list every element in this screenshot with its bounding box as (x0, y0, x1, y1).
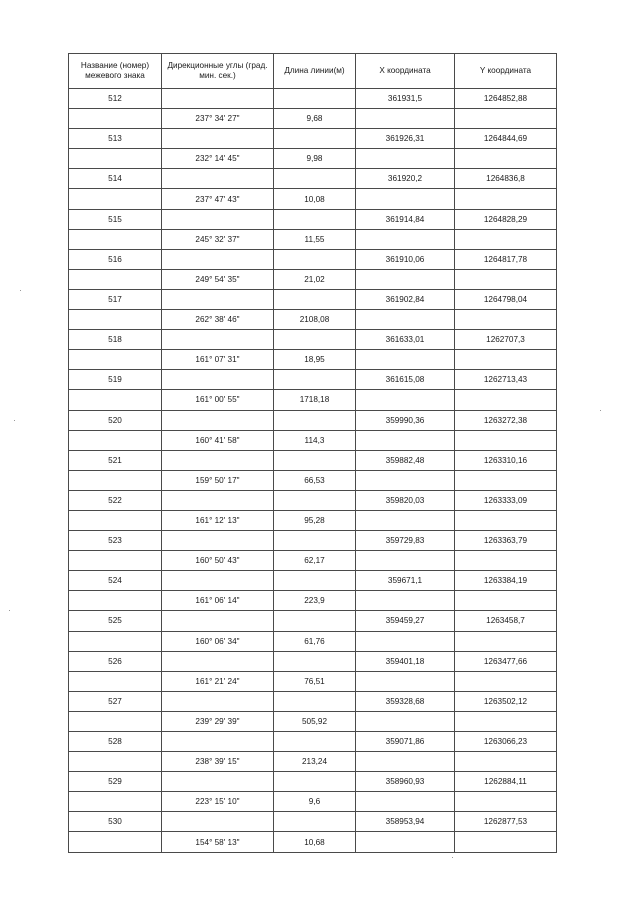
y-coordinate-cell: 1264844,69 (455, 129, 557, 149)
table-row (69, 611, 557, 631)
boundary-mark-cell: 516 (69, 249, 162, 269)
line-length-cell: 9,6 (274, 792, 356, 812)
y-coordinate-cell: 1263502,12 (455, 691, 557, 711)
y-coordinate-cell (455, 711, 557, 731)
line-length-cell: 2108,08 (274, 310, 356, 330)
boundary-mark-cell (69, 109, 162, 129)
direction-angle-cell: 160° 41' 58" (162, 430, 274, 450)
table-row (69, 410, 557, 430)
y-coordinate-cell (455, 390, 557, 410)
direction-angle-cell (162, 370, 274, 390)
boundary-mark-cell (69, 229, 162, 249)
table-row (69, 249, 557, 269)
y-coordinate-cell: 1263477,66 (455, 651, 557, 671)
boundary-mark-cell (69, 832, 162, 852)
line-length-cell: 66,53 (274, 470, 356, 490)
table-row (69, 651, 557, 671)
direction-angle-cell (162, 732, 274, 752)
y-coordinate-cell: 1263272,38 (455, 410, 557, 430)
x-coordinate-cell (356, 832, 455, 852)
line-length-cell: 505,92 (274, 711, 356, 731)
line-length-cell (274, 531, 356, 551)
line-length-cell: 223,9 (274, 591, 356, 611)
line-length-cell: 1718,18 (274, 390, 356, 410)
x-coordinate-cell (356, 310, 455, 330)
y-coordinate-cell (455, 350, 557, 370)
x-coordinate-cell (356, 350, 455, 370)
header-y-coordinate: Y координата (455, 54, 557, 89)
x-coordinate-cell: 361914,84 (356, 209, 455, 229)
boundary-mark-cell (69, 189, 162, 209)
x-coordinate-cell: 359401,18 (356, 651, 455, 671)
boundary-mark-cell: 518 (69, 330, 162, 350)
line-length-cell: 10,68 (274, 832, 356, 852)
boundary-mark-cell: 530 (69, 812, 162, 832)
x-coordinate-cell (356, 752, 455, 772)
table-row (69, 209, 557, 229)
table-row (69, 631, 557, 651)
header-direction-angle: Дирекционные углы (град. мин. сек.) (162, 54, 274, 89)
x-coordinate-cell: 359459,27 (356, 611, 455, 631)
table-row (69, 732, 557, 752)
direction-angle-cell (162, 330, 274, 350)
x-coordinate-cell (356, 229, 455, 249)
x-coordinate-cell (356, 470, 455, 490)
x-coordinate-cell (356, 430, 455, 450)
x-coordinate-cell: 358960,93 (356, 772, 455, 792)
x-coordinate-cell: 359820,03 (356, 490, 455, 510)
table-row (69, 772, 557, 792)
table-row (69, 350, 557, 370)
table-row (69, 189, 557, 209)
table-row (69, 229, 557, 249)
direction-angle-cell: 161° 12' 13" (162, 510, 274, 530)
direction-angle-cell: 237° 47' 43" (162, 189, 274, 209)
x-coordinate-cell (356, 189, 455, 209)
y-coordinate-cell: 1263458,7 (455, 611, 557, 631)
table-body (69, 89, 557, 853)
direction-angle-cell: 160° 06' 34" (162, 631, 274, 651)
y-coordinate-cell: 1262884,11 (455, 772, 557, 792)
table-row (69, 591, 557, 611)
table-row (69, 370, 557, 390)
direction-angle-cell: 232° 14' 45" (162, 149, 274, 169)
table-row (69, 330, 557, 350)
boundary-mark-cell: 517 (69, 289, 162, 309)
direction-angle-cell: 237° 34' 27" (162, 109, 274, 129)
table-row (69, 310, 557, 330)
line-length-cell (274, 571, 356, 591)
line-length-cell (274, 89, 356, 109)
boundary-mark-cell: 528 (69, 732, 162, 752)
boundary-coordinates-table (68, 53, 557, 853)
y-coordinate-cell: 1264828,29 (455, 209, 557, 229)
y-coordinate-cell (455, 269, 557, 289)
table-row (69, 89, 557, 109)
x-coordinate-cell (356, 149, 455, 169)
boundary-mark-cell (69, 711, 162, 731)
y-coordinate-cell: 1262713,43 (455, 370, 557, 390)
y-coordinate-cell: 1263384,19 (455, 571, 557, 591)
boundary-mark-cell: 520 (69, 410, 162, 430)
line-length-cell (274, 772, 356, 792)
boundary-mark-cell (69, 390, 162, 410)
x-coordinate-cell (356, 269, 455, 289)
table-row (69, 711, 557, 731)
boundary-mark-cell: 525 (69, 611, 162, 631)
x-coordinate-cell: 361931,5 (356, 89, 455, 109)
y-coordinate-cell: 1263363,79 (455, 531, 557, 551)
x-coordinate-cell: 361920,2 (356, 169, 455, 189)
table-row (69, 149, 557, 169)
line-length-cell (274, 732, 356, 752)
x-coordinate-cell: 358953,94 (356, 812, 455, 832)
direction-angle-cell (162, 691, 274, 711)
x-coordinate-cell: 361910,06 (356, 249, 455, 269)
direction-angle-cell (162, 129, 274, 149)
line-length-cell: 9,68 (274, 109, 356, 129)
table-row (69, 531, 557, 551)
y-coordinate-cell (455, 430, 557, 450)
boundary-mark-cell (69, 430, 162, 450)
line-length-cell: 62,17 (274, 551, 356, 571)
line-length-cell: 61,76 (274, 631, 356, 651)
table-row (69, 109, 557, 129)
y-coordinate-cell: 1262707,3 (455, 330, 557, 350)
line-length-cell (274, 691, 356, 711)
y-coordinate-cell: 1262877,53 (455, 812, 557, 832)
x-coordinate-cell (356, 551, 455, 571)
direction-angle-cell: 238° 39' 15" (162, 752, 274, 772)
line-length-cell (274, 651, 356, 671)
table-row (69, 269, 557, 289)
line-length-cell (274, 410, 356, 430)
table-row (69, 169, 557, 189)
boundary-mark-cell (69, 671, 162, 691)
boundary-mark-cell: 523 (69, 531, 162, 551)
y-coordinate-cell (455, 310, 557, 330)
direction-angle-cell: 154° 58' 13" (162, 832, 274, 852)
boundary-mark-cell (69, 269, 162, 289)
header-x-coordinate: Х координата (356, 54, 455, 89)
line-length-cell: 9,98 (274, 149, 356, 169)
direction-angle-cell: 161° 00' 55" (162, 390, 274, 410)
y-coordinate-cell (455, 510, 557, 530)
line-length-cell (274, 370, 356, 390)
y-coordinate-cell: 1263333,09 (455, 490, 557, 510)
header-row (69, 54, 557, 89)
table-row (69, 490, 557, 510)
y-coordinate-cell (455, 551, 557, 571)
boundary-mark-cell: 524 (69, 571, 162, 591)
scan-speck (9, 610, 10, 611)
line-length-cell (274, 490, 356, 510)
x-coordinate-cell: 361633,01 (356, 330, 455, 350)
line-length-cell (274, 289, 356, 309)
direction-angle-cell: 159° 50' 17" (162, 470, 274, 490)
y-coordinate-cell (455, 470, 557, 490)
y-coordinate-cell (455, 591, 557, 611)
boundary-mark-cell: 512 (69, 89, 162, 109)
line-length-cell (274, 209, 356, 229)
table-row (69, 129, 557, 149)
line-length-cell (274, 812, 356, 832)
y-coordinate-cell (455, 229, 557, 249)
x-coordinate-cell: 359882,48 (356, 450, 455, 470)
line-length-cell: 114,3 (274, 430, 356, 450)
table-row (69, 450, 557, 470)
table-row (69, 792, 557, 812)
y-coordinate-cell: 1264852,88 (455, 89, 557, 109)
line-length-cell (274, 450, 356, 470)
direction-angle-cell (162, 209, 274, 229)
boundary-mark-cell: 519 (69, 370, 162, 390)
x-coordinate-cell (356, 631, 455, 651)
table-row (69, 571, 557, 591)
boundary-mark-cell (69, 350, 162, 370)
table-row (69, 289, 557, 309)
boundary-mark-cell: 527 (69, 691, 162, 711)
y-coordinate-cell (455, 149, 557, 169)
boundary-mark-cell (69, 510, 162, 530)
table-row (69, 812, 557, 832)
line-length-cell (274, 330, 356, 350)
table-row (69, 832, 557, 852)
direction-angle-cell (162, 812, 274, 832)
direction-angle-cell (162, 490, 274, 510)
line-length-cell: 18,95 (274, 350, 356, 370)
table-row (69, 551, 557, 571)
y-coordinate-cell (455, 109, 557, 129)
boundary-mark-cell (69, 310, 162, 330)
boundary-mark-cell (69, 792, 162, 812)
y-coordinate-cell (455, 189, 557, 209)
x-coordinate-cell: 361926,31 (356, 129, 455, 149)
boundary-mark-cell (69, 752, 162, 772)
line-length-cell (274, 611, 356, 631)
boundary-mark-cell (69, 470, 162, 490)
y-coordinate-cell (455, 671, 557, 691)
x-coordinate-cell: 359729,83 (356, 531, 455, 551)
direction-angle-cell (162, 651, 274, 671)
direction-angle-cell: 249° 54' 35" (162, 269, 274, 289)
x-coordinate-cell: 359671,1 (356, 571, 455, 591)
boundary-mark-cell: 522 (69, 490, 162, 510)
x-coordinate-cell (356, 711, 455, 731)
x-coordinate-cell (356, 591, 455, 611)
table-row (69, 470, 557, 490)
scan-speck (452, 857, 453, 858)
table-row (69, 510, 557, 530)
direction-angle-cell: 161° 06' 14" (162, 591, 274, 611)
boundary-mark-cell: 521 (69, 450, 162, 470)
y-coordinate-cell (455, 752, 557, 772)
table-row (69, 752, 557, 772)
y-coordinate-cell: 1264798,04 (455, 289, 557, 309)
boundary-mark-cell: 529 (69, 772, 162, 792)
direction-angle-cell (162, 450, 274, 470)
direction-angle-cell: 223° 15' 10" (162, 792, 274, 812)
scan-speck (14, 420, 15, 421)
direction-angle-cell (162, 289, 274, 309)
y-coordinate-cell (455, 792, 557, 812)
direction-angle-cell: 160° 50' 43" (162, 551, 274, 571)
boundary-mark-cell: 513 (69, 129, 162, 149)
line-length-cell: 76,51 (274, 671, 356, 691)
y-coordinate-cell: 1264836,8 (455, 169, 557, 189)
x-coordinate-cell (356, 390, 455, 410)
boundary-mark-cell: 515 (69, 209, 162, 229)
y-coordinate-cell (455, 832, 557, 852)
x-coordinate-cell (356, 792, 455, 812)
direction-angle-cell (162, 89, 274, 109)
x-coordinate-cell (356, 510, 455, 530)
line-length-cell: 21,02 (274, 269, 356, 289)
direction-angle-cell (162, 169, 274, 189)
y-coordinate-cell: 1263310,16 (455, 450, 557, 470)
header-boundary-mark-name: Название (номер) межевого знака (69, 54, 162, 89)
scan-speck (20, 290, 21, 291)
y-coordinate-cell: 1264817,78 (455, 249, 557, 269)
line-length-cell (274, 249, 356, 269)
boundary-mark-cell: 526 (69, 651, 162, 671)
y-coordinate-cell: 1263066,23 (455, 732, 557, 752)
direction-angle-cell: 161° 21' 24" (162, 671, 274, 691)
direction-angle-cell: 245° 32' 37" (162, 229, 274, 249)
x-coordinate-cell: 361615,08 (356, 370, 455, 390)
boundary-mark-cell (69, 149, 162, 169)
x-coordinate-cell (356, 671, 455, 691)
line-length-cell (274, 169, 356, 189)
direction-angle-cell: 161° 07' 31" (162, 350, 274, 370)
direction-angle-cell (162, 249, 274, 269)
direction-angle-cell (162, 772, 274, 792)
x-coordinate-cell (356, 109, 455, 129)
x-coordinate-cell: 359328,68 (356, 691, 455, 711)
x-coordinate-cell: 359990,36 (356, 410, 455, 430)
boundary-mark-cell (69, 591, 162, 611)
line-length-cell (274, 129, 356, 149)
boundary-mark-cell (69, 631, 162, 651)
direction-angle-cell (162, 410, 274, 430)
direction-angle-cell (162, 611, 274, 631)
table-row (69, 390, 557, 410)
header-line-length: Длина линии(м) (274, 54, 356, 89)
line-length-cell: 10,08 (274, 189, 356, 209)
scan-speck (600, 410, 601, 411)
boundary-mark-cell: 514 (69, 169, 162, 189)
direction-angle-cell: 239° 29' 39" (162, 711, 274, 731)
line-length-cell: 11,55 (274, 229, 356, 249)
table-row (69, 430, 557, 450)
table-header (69, 54, 557, 89)
line-length-cell: 213,24 (274, 752, 356, 772)
boundary-mark-cell (69, 551, 162, 571)
table-row (69, 691, 557, 711)
direction-angle-cell: 262° 38' 46" (162, 310, 274, 330)
direction-angle-cell (162, 571, 274, 591)
table-row (69, 671, 557, 691)
line-length-cell: 95,28 (274, 510, 356, 530)
x-coordinate-cell: 361902,84 (356, 289, 455, 309)
direction-angle-cell (162, 531, 274, 551)
x-coordinate-cell: 359071,86 (356, 732, 455, 752)
y-coordinate-cell (455, 631, 557, 651)
